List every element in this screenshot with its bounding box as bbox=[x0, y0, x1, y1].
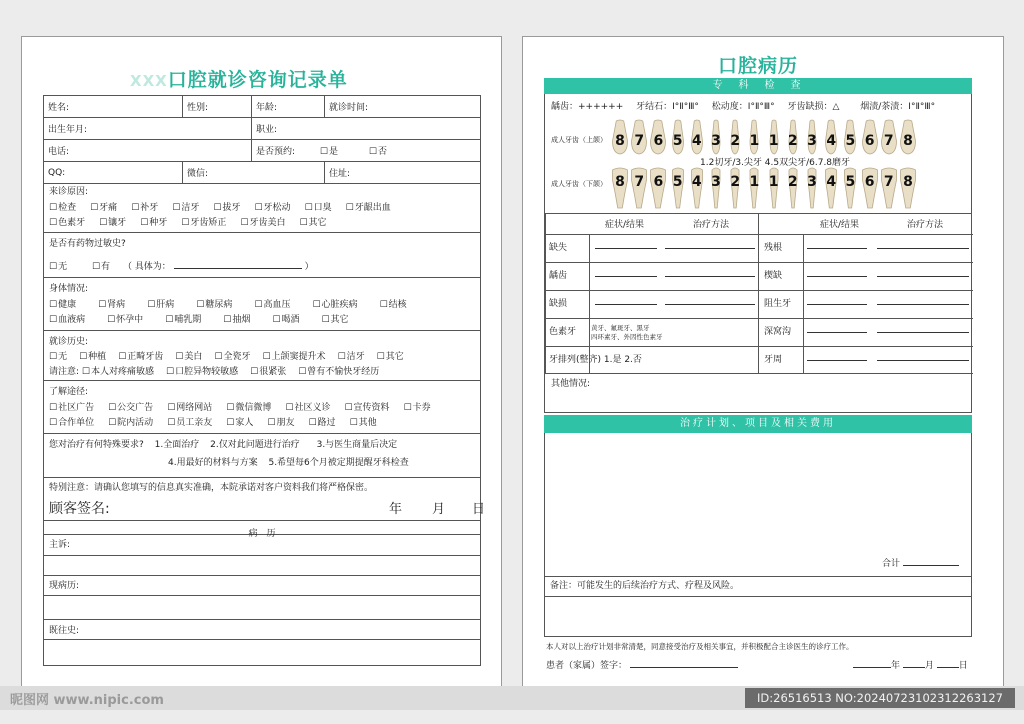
tooth-number: 1 bbox=[749, 174, 760, 190]
option-checkbox[interactable]: ☐ 网络网站 bbox=[167, 403, 212, 413]
sign-day: 日 bbox=[472, 502, 486, 517]
option-checkbox[interactable]: ☐ 糖尿病 bbox=[196, 300, 232, 310]
past-line-2[interactable] bbox=[43, 640, 481, 666]
tooth-number: 4 bbox=[826, 133, 837, 149]
health-title: 身体情况: bbox=[49, 284, 89, 294]
notice-section bbox=[43, 478, 486, 521]
allergy-detail-input[interactable] bbox=[174, 260, 302, 269]
tooth-number: 5 bbox=[672, 174, 683, 190]
upper-teeth-label: 成人牙齿（上颌） bbox=[551, 136, 607, 144]
tooth-number: 8 bbox=[903, 174, 913, 190]
tooth-number: 3 bbox=[807, 133, 817, 149]
finding-label-right: 楔缺 bbox=[764, 271, 783, 281]
tooth-number: 2 bbox=[787, 174, 798, 190]
lower-teeth-label: 成人牙齿（下颌） bbox=[551, 180, 607, 188]
option-checkbox[interactable]: ☐ 镶牙 bbox=[99, 218, 126, 228]
visit-reason-section bbox=[43, 183, 481, 233]
option-checkbox[interactable]: ☐ 种牙 bbox=[140, 218, 167, 228]
tooth-number: 6 bbox=[864, 133, 875, 149]
option-checkbox[interactable]: ☐ 肝病 bbox=[147, 300, 174, 310]
allergy-row: ☐ 无 ☐ 有 （ 具体为： ） bbox=[49, 260, 314, 273]
treatment-plan-header: 治疗计划、项目及相关费用 bbox=[544, 415, 972, 433]
appointment-field: 是否预约: ☐ 是 ☐ 否 bbox=[252, 140, 481, 162]
tooth-number: 3 bbox=[807, 174, 817, 190]
option-checkbox[interactable]: ☐ 健康 bbox=[49, 300, 76, 310]
tooth-number: 7 bbox=[634, 174, 645, 190]
source-row2 bbox=[49, 418, 391, 429]
option-checkbox[interactable]: ☐ 朋友 bbox=[267, 418, 294, 428]
tooth-number: 2 bbox=[787, 133, 798, 149]
privacy-notice: 特别注意：请确认您填写的信息真实准确，本院承诺对客户资料我们将严格保密。 bbox=[49, 483, 374, 493]
option-checkbox[interactable]: ☐ 美白 bbox=[175, 352, 202, 362]
tooth-number: 6 bbox=[653, 133, 664, 149]
option-checkbox[interactable]: ☐ 牙齿美白 bbox=[240, 218, 285, 228]
tooth-number: 8 bbox=[615, 174, 625, 190]
complaint-row[interactable]: 主诉: bbox=[43, 535, 481, 556]
basic-info-table bbox=[43, 95, 481, 184]
option-checkbox[interactable]: ☐ 补牙 bbox=[131, 203, 158, 213]
watermark-bar bbox=[0, 686, 1024, 710]
month-input[interactable] bbox=[903, 659, 925, 668]
treatment-line-left[interactable] bbox=[665, 304, 755, 305]
treatment-plan-box[interactable] bbox=[544, 433, 972, 577]
symptom-line-right[interactable] bbox=[807, 248, 867, 249]
symptom-line-right[interactable] bbox=[807, 332, 867, 333]
upper-teeth-chart bbox=[545, 119, 973, 159]
col-symptom-right: 症状/结果 bbox=[820, 220, 860, 230]
sign-month: 月 bbox=[432, 502, 446, 517]
option-checkbox[interactable]: ☐ 家人 bbox=[226, 418, 253, 428]
name-field[interactable]: 姓名: bbox=[44, 96, 183, 118]
record-title: 口腔病历 bbox=[718, 55, 799, 77]
option-checkbox[interactable]: ☐ 路过 bbox=[308, 418, 335, 428]
symptom-line-left[interactable] bbox=[595, 304, 657, 305]
option-checkbox[interactable]: ☐ 口腔异物较敏感 bbox=[166, 367, 238, 377]
tooth-number: 6 bbox=[653, 174, 664, 190]
customer-signature-label: 顾客签名: bbox=[49, 501, 110, 517]
special-option-5[interactable]: 5.希望每6个月被定期提醒牙科检查 bbox=[268, 458, 409, 468]
option-checkbox[interactable]: ☐ 牙痛 bbox=[90, 203, 117, 213]
visit-reason-title: 来诊原因: bbox=[49, 187, 89, 197]
symptom-line-right[interactable] bbox=[807, 360, 867, 361]
tooth-number: 1 bbox=[768, 133, 779, 149]
option-checkbox[interactable]: ☐ 血液病 bbox=[49, 315, 85, 325]
visit-reason-row2 bbox=[49, 218, 341, 229]
option-checkbox[interactable]: ☐ 其他 bbox=[350, 418, 377, 428]
option-checkbox[interactable]: ☐ 牙松动 bbox=[254, 203, 290, 213]
birth-field[interactable]: 出生年月: bbox=[44, 118, 252, 140]
watermark-site: 昵图网 www.nipic.com bbox=[10, 693, 164, 708]
option-checkbox[interactable]: ☐ 社区义诊 bbox=[285, 403, 330, 413]
history-title: 就诊历史: bbox=[49, 337, 89, 347]
option-checkbox[interactable]: ☐ 卡券 bbox=[404, 403, 431, 413]
option-checkbox[interactable]: ☐ 肾病 bbox=[98, 300, 125, 310]
option-checkbox[interactable]: ☐ 洁牙 bbox=[172, 203, 199, 213]
option-checkbox[interactable]: ☐ 上颌窦提升术 bbox=[262, 352, 325, 362]
option-checkbox[interactable]: ☐ 色素牙 bbox=[49, 218, 85, 228]
tooth-number: 8 bbox=[903, 133, 913, 149]
form-title: XXX口腔就诊咨询记录单 bbox=[130, 69, 348, 91]
qq-field[interactable]: QQ: bbox=[44, 162, 183, 184]
option-checkbox[interactable]: ☐ 全瓷牙 bbox=[214, 352, 250, 362]
option-checkbox[interactable]: ☐ 院内活动 bbox=[108, 418, 153, 428]
option-checkbox[interactable]: ☐ 哺乳期 bbox=[165, 315, 201, 325]
allergy-has-checkbox[interactable]: ☐ 有 bbox=[92, 262, 110, 272]
tooth-number: 2 bbox=[730, 133, 741, 149]
finding-label-right: 牙周 bbox=[764, 354, 783, 365]
special-request-line1: 您对治疗有何特殊要求? 1.全面治疗 2.仅对此问题进行治疗 3.与医生商量后决定 bbox=[49, 440, 398, 450]
health-row1 bbox=[49, 300, 429, 311]
tooth-legend: 1.2切牙/3.尖牙 4.5双尖牙/6.7.8磨牙 bbox=[700, 158, 851, 168]
health-section bbox=[43, 278, 481, 331]
option-checkbox[interactable]: ☐ 检查 bbox=[49, 203, 76, 213]
age-field[interactable]: 年龄: bbox=[252, 96, 325, 118]
tooth-number: 7 bbox=[883, 174, 894, 190]
treatment-line-right[interactable] bbox=[877, 248, 969, 249]
option-checkbox[interactable]: ☐ 无 bbox=[49, 352, 67, 362]
tooth-number: 2 bbox=[730, 174, 741, 190]
option-checkbox[interactable]: ☐ 喝酒 bbox=[272, 315, 299, 325]
tooth-number: 5 bbox=[845, 174, 856, 190]
complaint-line-2[interactable] bbox=[43, 556, 481, 576]
patient-signature-input[interactable] bbox=[630, 659, 738, 668]
appointment-yes-checkbox[interactable]: ☐ 是 bbox=[320, 147, 338, 157]
finding-label-left: 缺失 bbox=[549, 243, 568, 253]
option-checkbox[interactable]: ☐ 拔牙 bbox=[213, 203, 240, 213]
treatment-line-left[interactable] bbox=[665, 276, 755, 277]
history-section bbox=[43, 331, 481, 381]
special-option-3[interactable]: 3.与医生商量后决定 bbox=[316, 440, 398, 450]
tooth-number: 7 bbox=[883, 133, 894, 149]
tooth-number: 1 bbox=[768, 174, 779, 190]
special-option-1[interactable]: 1.全面治疗 bbox=[154, 440, 200, 450]
gender-field[interactable]: 性别: bbox=[183, 96, 252, 118]
option-checkbox[interactable]: ☐ 其它 bbox=[377, 352, 404, 362]
option-checkbox[interactable]: ☐ 宣传资料 bbox=[344, 403, 389, 413]
finding-label-left: 龋齿 bbox=[549, 271, 568, 281]
customer-signature-input[interactable] bbox=[116, 500, 316, 516]
option-checkbox[interactable]: ☐ 其它 bbox=[299, 218, 326, 228]
special-option-4[interactable]: 4.用最好的材料与方案 bbox=[168, 458, 258, 468]
treatment-line-right[interactable] bbox=[877, 304, 969, 305]
health-row2 bbox=[49, 315, 371, 326]
finding-label-right: 阻生牙 bbox=[764, 299, 792, 309]
phone-field[interactable]: 电话: bbox=[44, 140, 252, 162]
option-checkbox[interactable]: ☐ 其它 bbox=[321, 315, 348, 325]
patient-sign-row: 患者（家属）签字： bbox=[546, 659, 738, 672]
visit-time-field[interactable]: 就诊时间: bbox=[325, 96, 481, 118]
col-treatment-right: 治疗方法 bbox=[907, 220, 944, 230]
sign-year: 年 bbox=[389, 502, 403, 517]
present-row[interactable]: 现病历: bbox=[43, 576, 481, 596]
tooth-number: 3 bbox=[711, 174, 721, 190]
finding-label-right: 残根 bbox=[764, 243, 783, 253]
finding-label-left: 缺损 bbox=[549, 299, 568, 309]
option-checkbox[interactable]: ☐ 口臭 bbox=[305, 203, 332, 213]
treatment-line-right[interactable] bbox=[877, 332, 969, 333]
finding-label-right: 深窝沟 bbox=[764, 327, 792, 337]
treatment-line-right[interactable] bbox=[877, 276, 969, 277]
tooth-number: 7 bbox=[634, 133, 645, 149]
symptom-line-left[interactable] bbox=[595, 276, 657, 277]
option-checkbox[interactable]: ☐ 牙齿矫正 bbox=[181, 218, 226, 228]
source-section bbox=[43, 381, 481, 434]
history-note-list bbox=[82, 367, 391, 377]
other-situation-row[interactable]: 其他情况: bbox=[544, 373, 972, 413]
tooth-number: 4 bbox=[826, 174, 837, 190]
lower-teeth-chart bbox=[545, 164, 973, 212]
option-checkbox[interactable]: ☐ 高血压 bbox=[254, 300, 290, 310]
tooth-number: 5 bbox=[672, 133, 683, 149]
year-input[interactable] bbox=[853, 659, 891, 668]
option-checkbox[interactable]: ☐ 牙龈出血 bbox=[346, 203, 391, 213]
option-checkbox[interactable]: ☐ 结核 bbox=[380, 300, 407, 310]
tooth-number: 6 bbox=[864, 174, 875, 190]
col-treatment-left: 治疗方法 bbox=[693, 220, 730, 230]
option-checkbox[interactable]: ☐ 洁牙 bbox=[338, 352, 365, 362]
tooth-number: 4 bbox=[691, 174, 702, 190]
consultation-form-sheet bbox=[21, 36, 502, 688]
appointment-no-checkbox[interactable]: ☐ 否 bbox=[369, 147, 387, 157]
exam-header: 专 科 检 查 bbox=[544, 78, 972, 94]
special-option-2[interactable]: 2.仅对此问题进行治疗 bbox=[210, 440, 300, 450]
stain-note-2: 四环素牙、外因性色素牙 bbox=[591, 333, 663, 341]
tooth-number: 1 bbox=[749, 133, 760, 149]
finding-label-left: 牙排列(整齐) 1.是 2.否 bbox=[549, 354, 642, 365]
allergy-none-checkbox[interactable]: ☐ 无 bbox=[49, 262, 67, 272]
col-symptom-left: 症状/结果 bbox=[605, 220, 645, 230]
remark-box[interactable]: 备注：可能发生的后续治疗方式、疗程及风险。 bbox=[544, 577, 972, 637]
treatment-line-right[interactable] bbox=[877, 360, 969, 361]
tooth-number: 8 bbox=[615, 133, 625, 149]
symptom-line-right[interactable] bbox=[807, 276, 867, 277]
present-line-2[interactable] bbox=[43, 596, 481, 620]
exam-line: 龋齿：++++++ 牙结石：Ⅰ°Ⅱ°Ⅲ° 松动度：Ⅰ°Ⅱ°Ⅲ° 牙齿缺损：△ 烟渍/茶渍：Ⅰ°Ⅱ°Ⅲ° bbox=[551, 102, 936, 112]
stain-note-1: 黄牙、氟斑牙、黑牙 bbox=[591, 324, 650, 332]
finding-label-left: 色素牙 bbox=[549, 327, 577, 337]
treatment-line-left[interactable] bbox=[665, 248, 755, 249]
option-checkbox[interactable]: ☐ 社区广告 bbox=[49, 403, 94, 413]
option-checkbox[interactable]: ☐ 曾有不愉快牙经历 bbox=[298, 367, 379, 377]
option-checkbox[interactable]: ☐ 公交广告 bbox=[108, 403, 153, 413]
dental-record-sheet bbox=[522, 36, 1004, 688]
patient-sign-date: 年 月 日 bbox=[853, 659, 968, 672]
source-row1 bbox=[49, 403, 445, 414]
allergy-title: 是否有药物过敏史? bbox=[49, 239, 126, 249]
option-checkbox[interactable]: ☐ 抽烟 bbox=[223, 315, 250, 325]
special-request-line2 bbox=[168, 458, 409, 469]
exam-box bbox=[544, 94, 972, 214]
option-checkbox[interactable]: ☐ 正畸牙齿 bbox=[118, 352, 163, 362]
tooth-number: 5 bbox=[845, 133, 856, 149]
symptom-line-right[interactable] bbox=[807, 304, 867, 305]
consent-text: 本人对以上治疗计划非常清楚，同意接受治疗及相关事宜，并积极配合主诊医生的诊疗工作。 bbox=[546, 642, 854, 651]
option-checkbox[interactable]: ☐ 员工亲友 bbox=[167, 418, 212, 428]
job-field[interactable]: 职业: bbox=[252, 118, 481, 140]
watermark-id: ID:26516513 NO:20240723102312263127 bbox=[745, 688, 1015, 708]
tooth-number: 3 bbox=[711, 133, 721, 149]
option-checkbox[interactable]: ☐ 微信微博 bbox=[226, 403, 271, 413]
option-checkbox[interactable]: ☐ 本人对疼痛敏感 bbox=[82, 367, 154, 377]
total-label: 合计 bbox=[882, 557, 959, 570]
source-title: 了解途径: bbox=[49, 387, 89, 397]
address-field[interactable]: 住址: bbox=[325, 162, 481, 184]
symptom-line-left[interactable] bbox=[595, 248, 657, 249]
visit-reason-row1 bbox=[49, 203, 405, 214]
allergy-section bbox=[43, 233, 481, 278]
wechat-field[interactable]: 微信: bbox=[183, 162, 325, 184]
option-checkbox[interactable]: ☐ 很紧张 bbox=[250, 367, 286, 377]
history-row1 bbox=[49, 352, 416, 363]
option-checkbox[interactable]: ☐ 合作单位 bbox=[49, 418, 94, 428]
findings-table bbox=[544, 214, 972, 373]
tooth-number: 4 bbox=[691, 133, 702, 149]
option-checkbox[interactable]: ☐ 怀孕中 bbox=[107, 315, 143, 325]
record-header: 病 历 bbox=[43, 521, 481, 535]
option-checkbox[interactable]: ☐ 种植 bbox=[79, 352, 106, 362]
total-input[interactable] bbox=[903, 557, 959, 566]
past-row[interactable]: 既往史: bbox=[43, 620, 481, 640]
option-checkbox[interactable]: ☐ 心脏疾病 bbox=[312, 300, 357, 310]
special-request-section bbox=[43, 434, 481, 478]
day-input[interactable] bbox=[937, 659, 959, 668]
blurred-clinic-name: XXX bbox=[130, 72, 168, 90]
history-row2: 请注意: ☐ 本人对疼痛敏感☐ 口腔异物较敏感☐ 很紧张☐ 曾有不愉快牙经历 bbox=[49, 367, 391, 378]
